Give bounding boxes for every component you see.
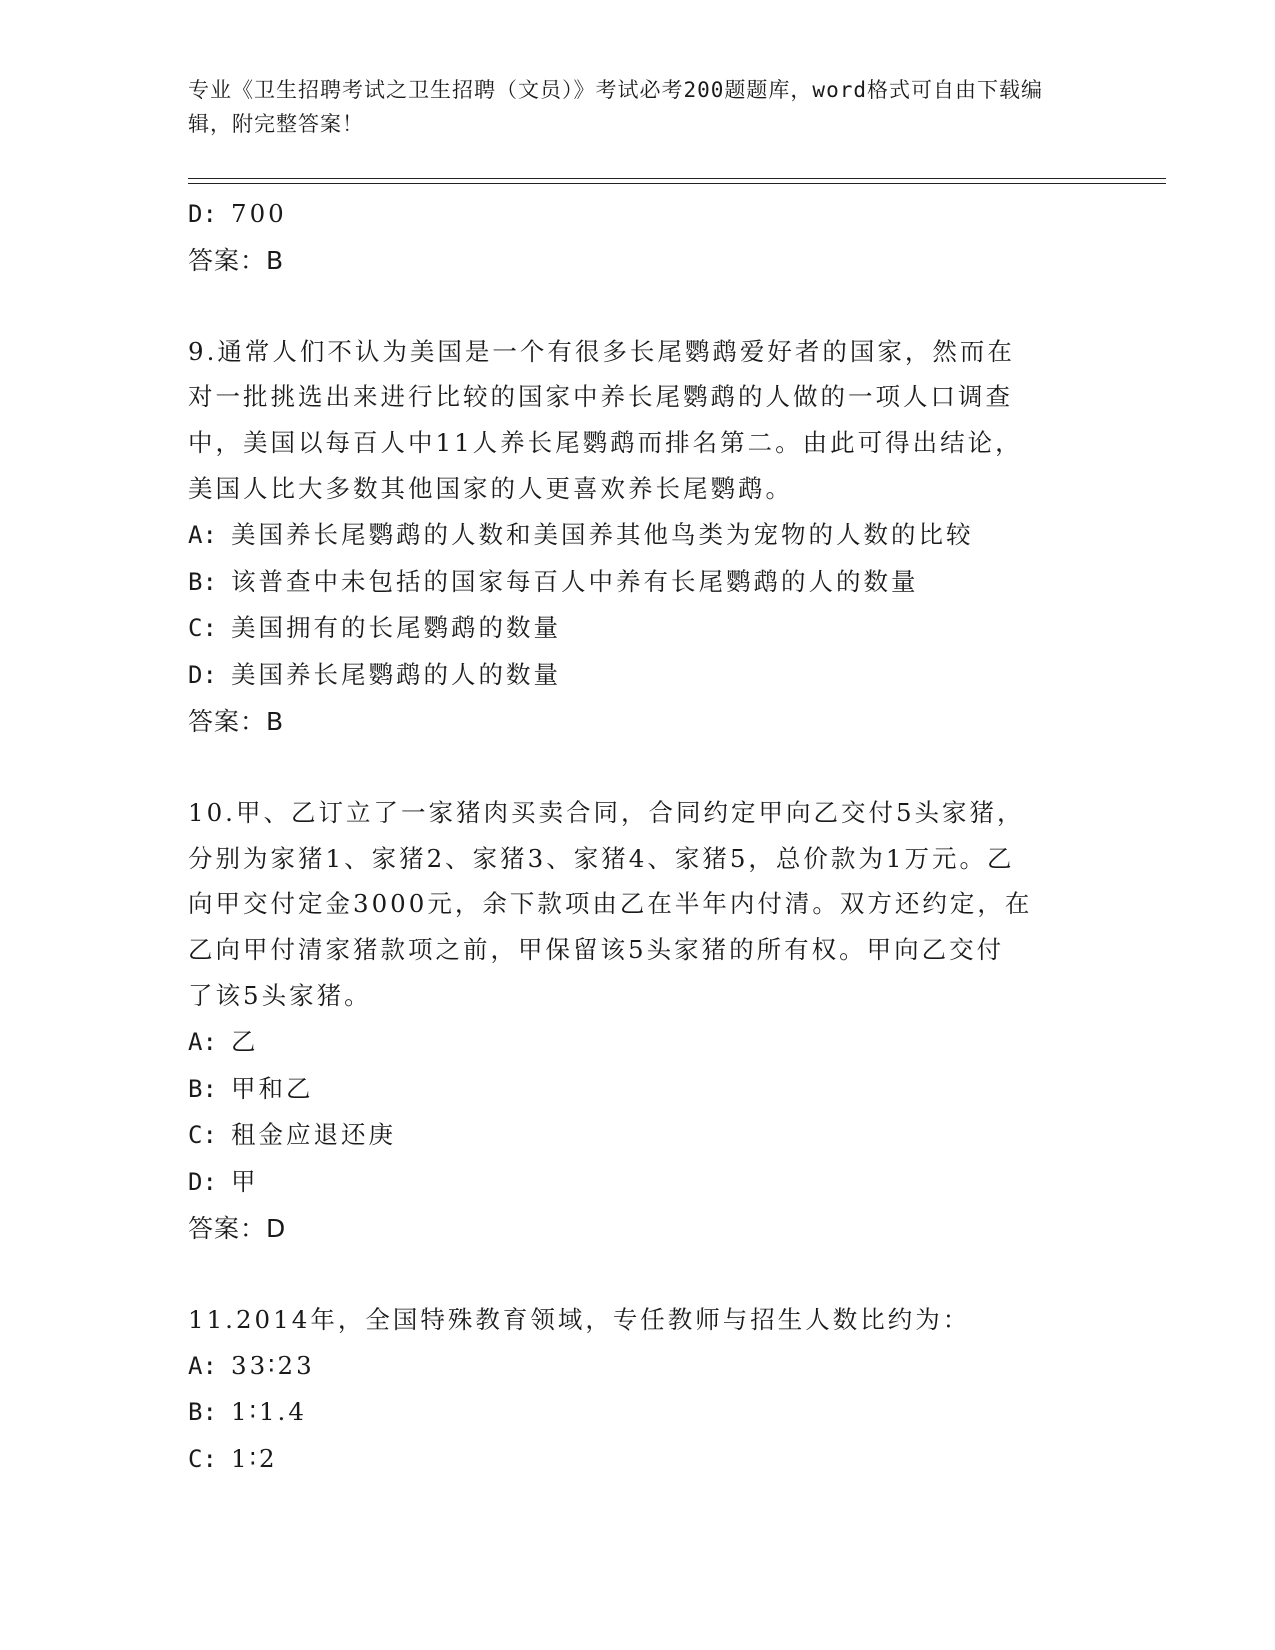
question-text-line: 中，美国以每百人中11人养长尾鹦鹉而排名第二。由此可得出结论，	[188, 428, 1023, 458]
option-key: B:	[188, 1398, 217, 1427]
option-text: 1∶2	[231, 1444, 278, 1474]
option-text: 700	[231, 199, 287, 228]
header-rule-bottom	[188, 183, 1166, 184]
answer-line: 答案：B	[188, 706, 285, 736]
question-10	[188, 790, 1088, 1252]
prev-question	[188, 191, 1088, 284]
question-text-line: 对一批挑选出来进行比较的国家中养长尾鹦鹉的人做的一项人口调查	[188, 382, 1013, 412]
option-key: A:	[188, 1027, 217, 1056]
option-key: D:	[188, 200, 217, 228]
option-b	[188, 1066, 1088, 1113]
option-c	[188, 1112, 1088, 1159]
option-b	[188, 559, 1088, 606]
option-text: 33∶23	[231, 1350, 315, 1380]
option-text: 美国养长尾鹦鹉的人数和美国养其他鸟类为宠物的人数的比较	[231, 519, 974, 549]
question-text-line: 11.2014年，全国特殊教育领域，专任教师与招生人数比约为：	[188, 1304, 971, 1334]
option-c	[188, 1436, 1088, 1483]
option-key: B:	[188, 1074, 217, 1103]
document-body	[188, 191, 1088, 1483]
option-key: D:	[188, 1168, 217, 1197]
header-rule-top	[188, 178, 1166, 179]
option-c	[188, 605, 1088, 652]
option-text: 甲	[231, 1167, 259, 1197]
option-key: A:	[188, 1351, 217, 1380]
option-text: 美国拥有的长尾鹦鹉的数量	[231, 613, 561, 643]
spacer	[188, 745, 1088, 790]
question-9	[188, 329, 1088, 745]
option-a	[188, 1019, 1088, 1066]
spacer	[188, 1252, 1088, 1297]
question-text-line: 乙向甲付清家猪款项之前，甲保留该5头家猪的所有权。甲向乙交付	[188, 935, 1005, 965]
answer-line: 答案：D	[188, 1213, 287, 1243]
question-text-line: 美国人比大多数其他国家的人更喜欢养长尾鹦鹉。	[188, 473, 793, 503]
option-a	[188, 1343, 1088, 1390]
question-text-line: 10.甲、乙订立了一家猪肉买卖合同，合同约定甲向乙交付5头家猪，	[188, 797, 1025, 827]
question-text-line: 向甲交付定金3000元，余下款项由乙在半年内付清。双方还约定，在	[188, 889, 1033, 919]
option-text: 美国养长尾鹦鹉的人的数量	[231, 660, 561, 690]
option-text: 租金应退还庚	[231, 1120, 396, 1150]
header-text: 专业《卫生招聘考试之卫生招聘（文员）》考试必考200题题库，word格式可自由下载编辑，附完整答案！	[188, 78, 1043, 136]
option-text: 该普查中未包括的国家每百人中养有长尾鹦鹉的人的数量	[231, 566, 919, 596]
option-key: B:	[188, 567, 217, 596]
option-d	[188, 191, 1088, 238]
option-key: A:	[188, 520, 217, 549]
option-text: 乙	[231, 1026, 259, 1056]
option-key: C:	[188, 1121, 217, 1150]
question-text-line: 了该5头家猪。	[188, 980, 372, 1010]
document-header	[188, 73, 1068, 141]
option-d	[188, 652, 1088, 699]
question-11	[188, 1297, 1088, 1483]
option-key: C:	[188, 614, 217, 643]
answer-line: 答案：B	[188, 245, 285, 275]
option-key: D:	[188, 661, 217, 690]
option-d	[188, 1159, 1088, 1206]
option-text: 1∶1.4	[231, 1397, 307, 1427]
option-key: C:	[188, 1445, 217, 1474]
question-text-line: 9.通常人们不认为美国是一个有很多长尾鹦鹉爱好者的国家，然而在	[188, 336, 1015, 366]
spacer	[188, 284, 1088, 329]
question-text-line: 分别为家猪1、家猪2、家猪3、家猪4、家猪5，总价款为1万元。乙	[188, 843, 1015, 873]
option-text: 甲和乙	[231, 1073, 314, 1103]
option-a	[188, 512, 1088, 559]
option-b	[188, 1389, 1088, 1436]
